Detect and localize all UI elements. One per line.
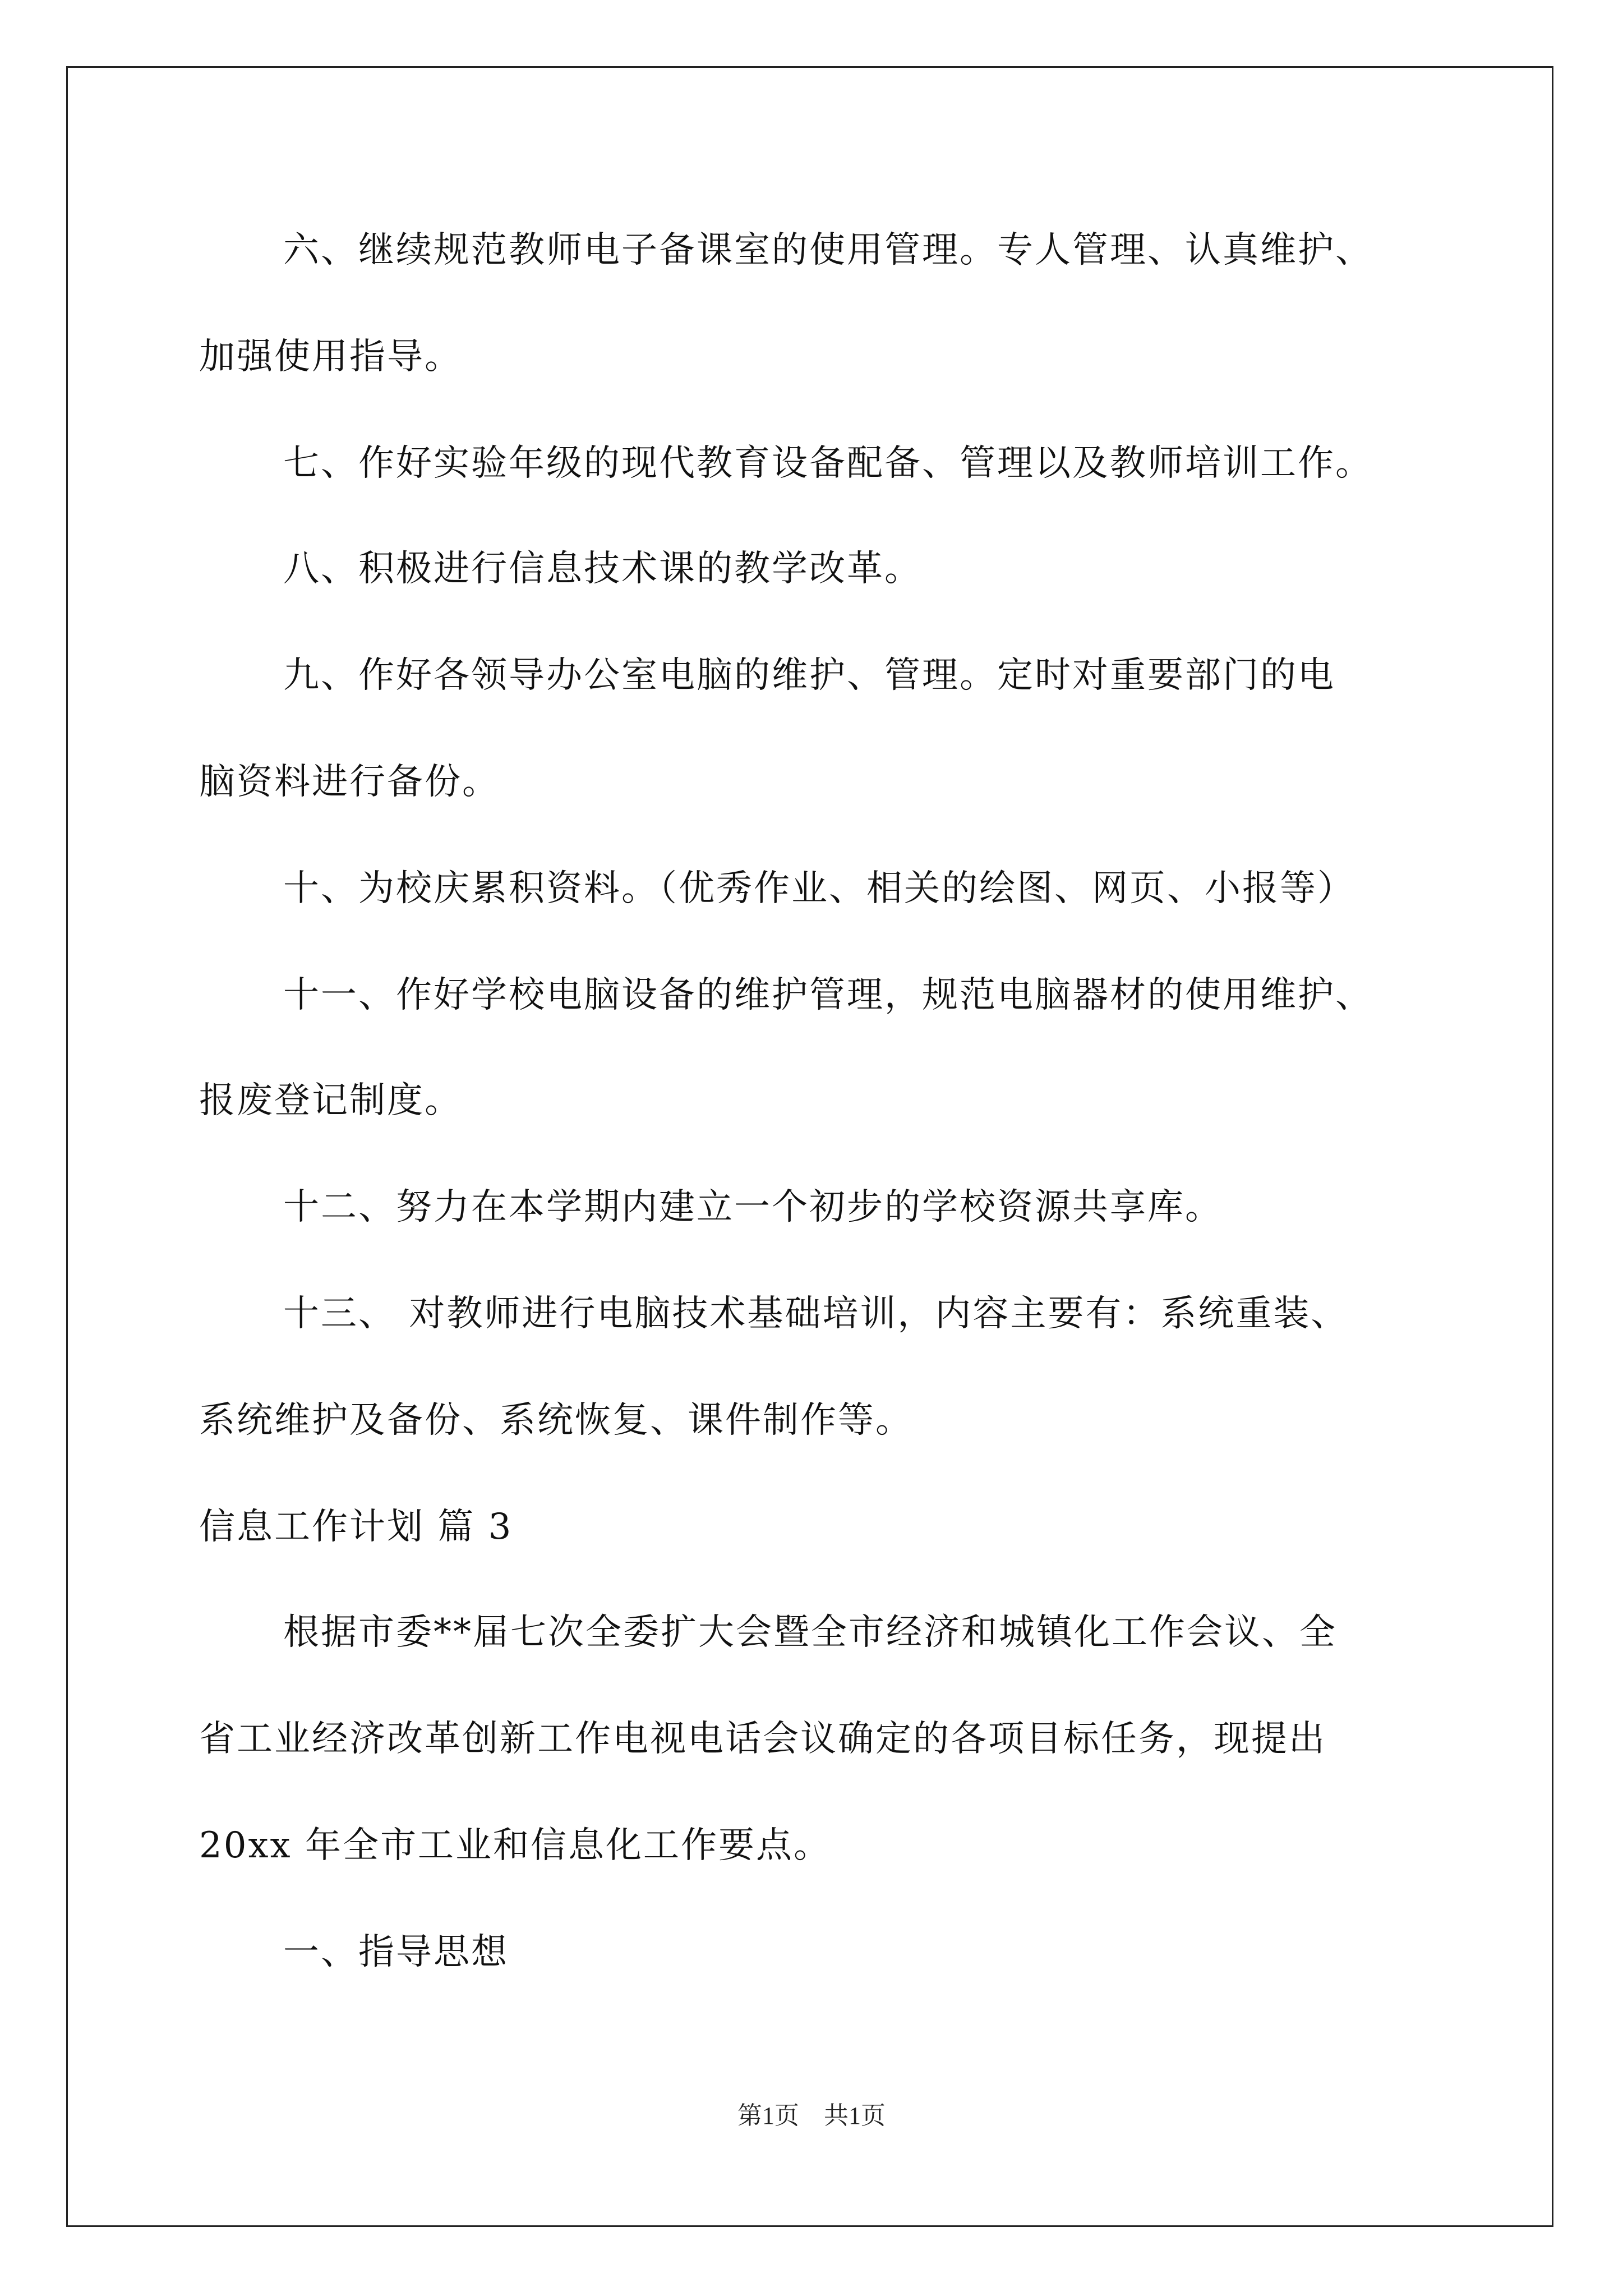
paragraph-line: 加强使用指导。 xyxy=(199,336,462,378)
paragraph-line: 报废登记制度。 xyxy=(199,1080,462,1121)
paragraph-line: 十二、努力在本学期内建立一个初步的学校资源共享库。 xyxy=(283,1186,1223,1228)
paragraph-line: 八、积极进行信息技术课的教学改革。 xyxy=(283,548,922,590)
paragraph-line: 根据市委**届七次全委扩大会暨全市经济和城镇化工作会议、全 xyxy=(283,1612,1337,1653)
paragraph-line: 系统维护及备份、系统恢复、课件制作等。 xyxy=(199,1400,913,1441)
paragraph-line: 一、指导思想 xyxy=(283,1931,509,1973)
page-footer: 第1页 共1页 xyxy=(737,2102,886,2129)
section-heading: 信息工作计划 篇 3 xyxy=(199,1506,513,1548)
paragraph-line: 省工业经济改革创新工作电视电话会议确定的各项目标任务，现提出 xyxy=(199,1718,1326,1760)
paragraph-line: 十一、作好学校电脑设备的维护管理，规范电脑器材的使用维护、 xyxy=(283,974,1373,1016)
paragraph-line: 九、作好各领导办公室电脑的维护、管理。定时对重要部门的电 xyxy=(283,655,1335,696)
paragraph-line: 十三、 对教师进行电脑技术基础培训，内容主要有：系统重装、 xyxy=(283,1293,1349,1335)
paragraph-line: 20xx 年全市工业和信息化工作要点。 xyxy=(199,1825,831,1866)
paragraph-line: 十、为校庆累积资料。（优秀作业、相关的绘图、网页、小报等） xyxy=(283,868,1355,909)
paragraph-line: 六、继续规范教师电子备课室的使用管理。专人管理、认真维护、 xyxy=(283,229,1373,271)
paragraph-line: 七、作好实验年级的现代教育设备配备、管理以及教师培训工作。 xyxy=(283,443,1373,484)
paragraph-line: 脑资料进行备份。 xyxy=(199,761,500,803)
page-border xyxy=(66,66,1553,2227)
